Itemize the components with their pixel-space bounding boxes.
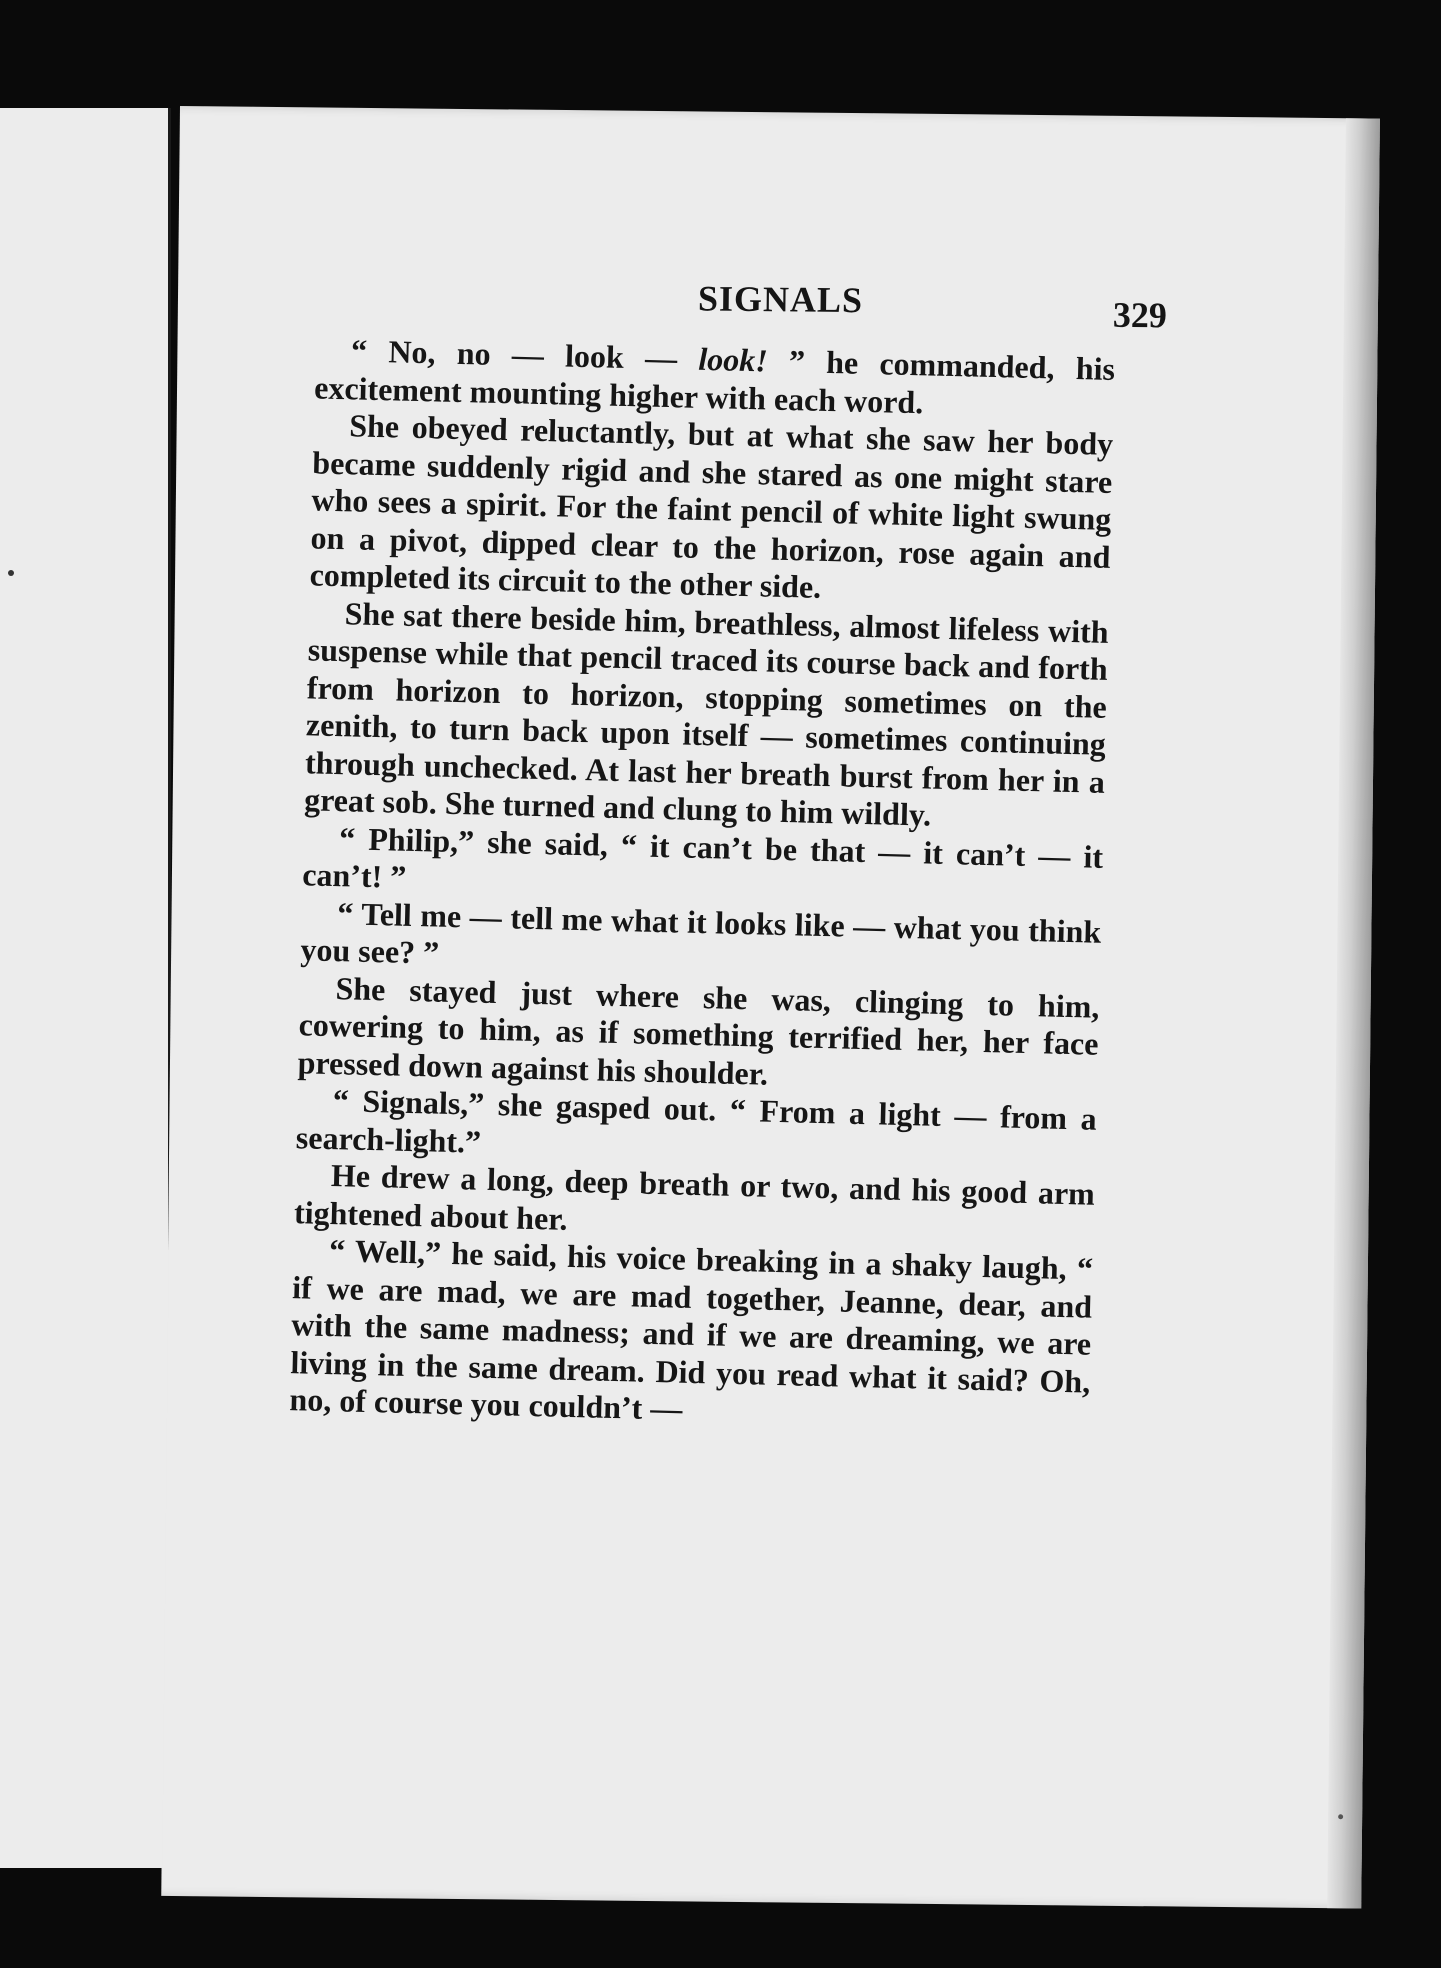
text-run: “ No, no — look — bbox=[350, 332, 699, 377]
running-head: SIGNALS bbox=[697, 278, 864, 321]
text-run-italic: look! bbox=[697, 340, 769, 379]
text-run: “ Signals,” she gasped out. “ From a light — from a search-light.” bbox=[295, 1082, 1098, 1160]
body-text bbox=[289, 331, 1115, 1438]
page-number: 329 bbox=[1112, 294, 1168, 336]
page-speck bbox=[1338, 1814, 1343, 1819]
text-run: “ Philip,” she said, “ it can’t be that — it can’t — it can’t! ” bbox=[301, 819, 1104, 895]
text-run: He drew a long, deep breath or two, and his good arm tightened about her. bbox=[293, 1157, 1096, 1237]
text-run: “ Well,” he said, his voice breaking in a shaky laugh, “ if we are mad, we are mad together, Jeanne, dear, and with the same madness; and if we are dreaming, we are living in the same dream. Did you read what it said? Oh, no, of course you couldn’t — bbox=[289, 1232, 1094, 1427]
text-run: “ Tell me — tell me what it looks like — what you think you see? ” bbox=[300, 894, 1102, 971]
paragraph bbox=[289, 1231, 1093, 1438]
text-run: She obeyed reluctantly, but at what she saw her body became suddenly rigid and she stared as one might stare who sees a spirit. For the faint pencil of white light swung on a pivot, dipped clear to the horizon, rose again and completed its circuit to the other side. bbox=[309, 407, 1114, 605]
text-run: ” he commanded, his excitement mounting higher with each word. bbox=[313, 342, 1116, 420]
paragraph bbox=[309, 406, 1113, 613]
book-page bbox=[161, 106, 1380, 1908]
paragraph bbox=[304, 594, 1109, 838]
text-run: She stayed just where she was, clinging to him, cowering to him, as if something terrified her, her face pressed down against his shoulder. bbox=[297, 969, 1100, 1092]
text-run: She sat there beside him, breathless, almost lifeless with suspense while that pencil traced its course back and forth from horizon to horizon, stopping sometimes on the zenith, to turn back upon itself — sometimes continuing through unchecked. At last her breath burst from her in a great sob. She turned and clung to him wildly. bbox=[303, 594, 1109, 833]
paragraph bbox=[297, 969, 1100, 1101]
facing-page-edge bbox=[0, 108, 171, 1868]
page-speck bbox=[8, 570, 14, 576]
